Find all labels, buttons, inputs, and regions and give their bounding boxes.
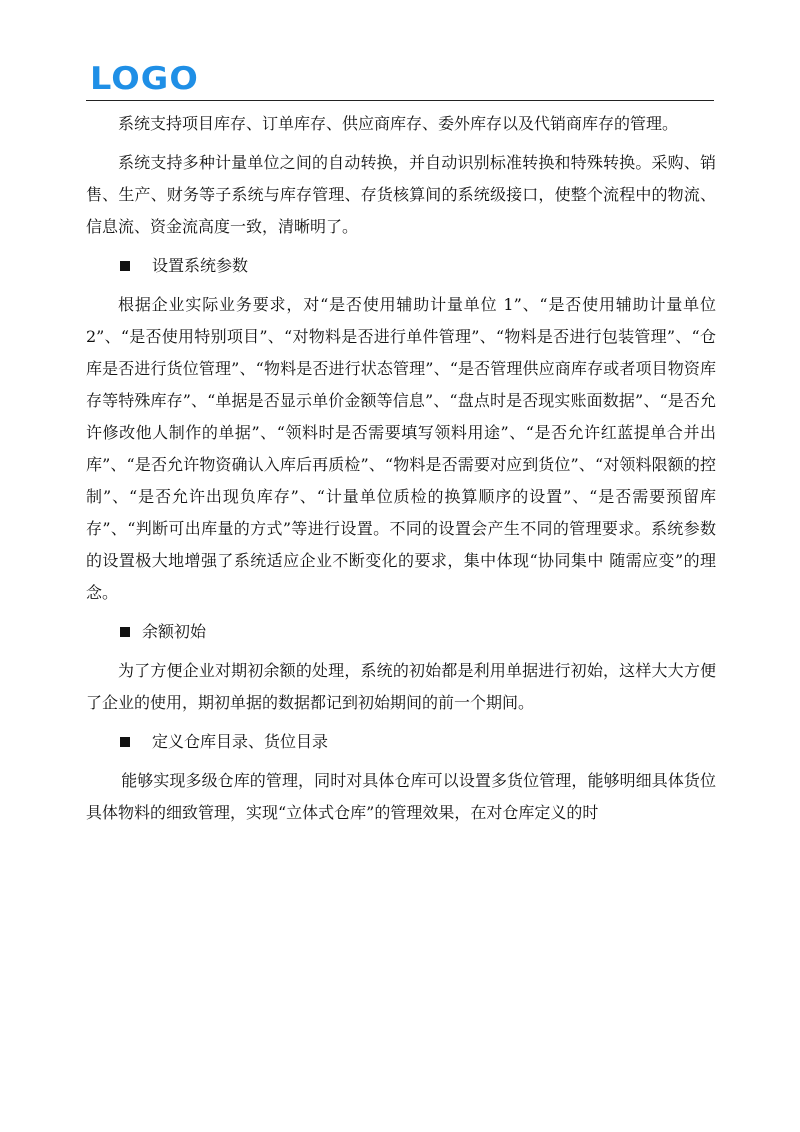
paragraph-opening-balance: 为了方便企业对期初余额的处理，系统的初始都是利用单据进行初始，这样大大方便了企业的使用，期初单据的数据都记到初始期间的前一个期间。 (86, 661, 716, 712)
heading-opening-balance (86, 616, 716, 648)
heading-warehouse-directory (86, 726, 716, 758)
square-bullet-icon (120, 737, 130, 747)
paragraph-multi-level-warehouse: 能够实现多级仓库的管理，同时对具体仓库可以设置多货位管理，能够明细具体货位具体物料的细致管理，实现“立体式仓库”的管理效果，在对仓库定义的时 (86, 771, 716, 822)
square-bullet-icon (120, 627, 130, 637)
paragraph-inventory-types: 系统支持项目库存、订单库存、供应商库存、委外库存以及代销商库存的管理。 (118, 114, 679, 133)
heading-text: 余额初始 (142, 622, 207, 641)
paragraph-parameter-settings: 根据企业实际业务要求，对“是否使用辅助计量单位 1”、“是否使用辅助计量单位 2”、“是否使用特别项目”、“对物料是否进行单件管理”、“物料是否进行包装管理”、“仓库是否进行货位管理”、“物料是否进行状态管理”、“是否管理供应商库存或者项目物资库存等特殊库存”、“单据是否显示单价金额等信息”、“盘点时是否现实账面数据”、“是否允许修改他人制作的单据”、“领料时是否需要填写领料用途”、“是否允许红蓝提单合并出库”、“是否允许物资确认入库后再质检”、“物料是否需要对应到货位”、“对领料限额的控制”、“是否允许出现负库存”、“计量单位质检的换算顺序的设置”、“是否需要预留库存”、“判断可出库量的方式”等进行设置。不同的设置会产生不同的管理要求。系统参数的设置极大地增强了系统适应企业不断变化的要求，集中体现“协同集中 随需应变”的理念。 (86, 295, 716, 602)
heading-text: 定义仓库目录、货位目录 (152, 732, 329, 751)
paragraph-unit-conversion: 系统支持多种计量单位之间的自动转换，并自动识别标准转换和特殊转换。采购、销售、生产、财务等子系统与库存管理、存货核算间的系统级接口，使整个流程中的物流、信息流、资金流高度一致，清晰明了。 (86, 153, 716, 236)
heading-system-parameters (86, 250, 716, 282)
square-bullet-icon (120, 261, 130, 271)
heading-text: 设置系统参数 (152, 256, 249, 275)
document-body (86, 108, 716, 829)
logo: LOGO (90, 61, 199, 97)
page-header (86, 60, 714, 101)
